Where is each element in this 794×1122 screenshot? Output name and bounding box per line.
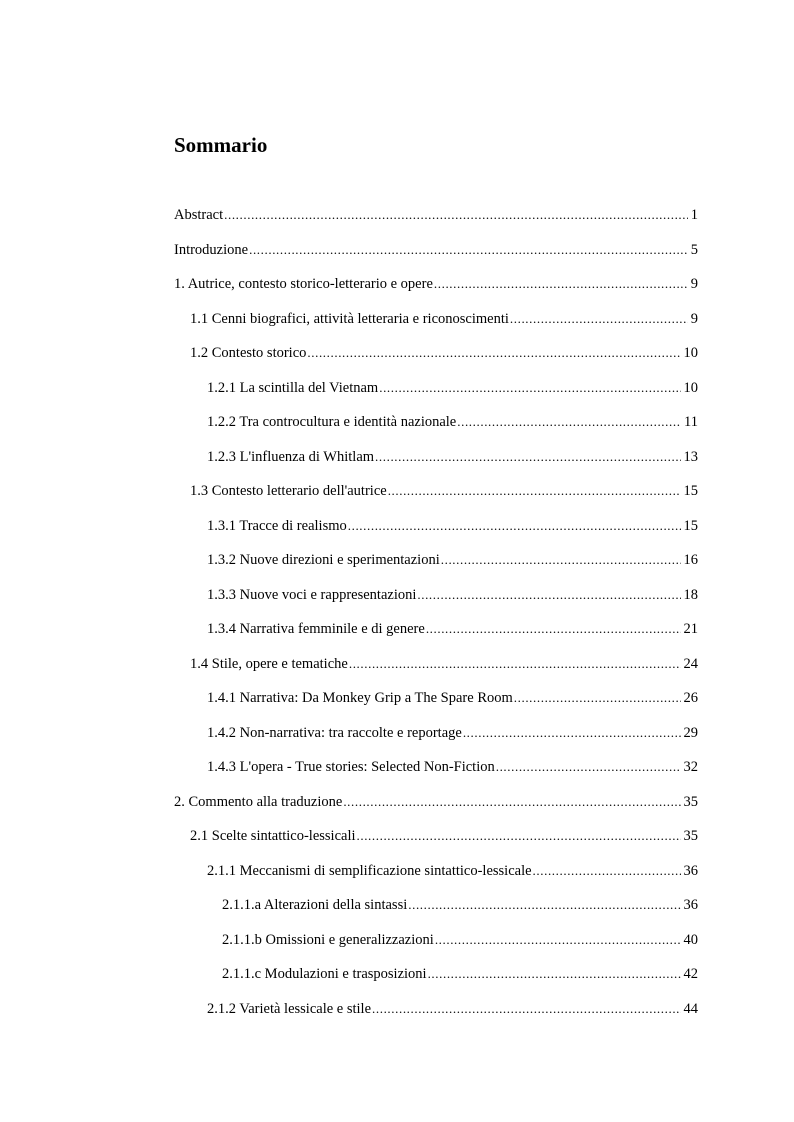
dot-leader — [348, 512, 681, 540]
toc-entry-title: 1.2 Contesto storico — [190, 345, 307, 361]
toc-entry-title: 2.1.1.a Alterazioni della sintassi — [222, 897, 408, 913]
toc-entry-page-number: 26 — [683, 690, 698, 706]
toc-entry — [190, 305, 698, 340]
toc-entry-title: 1.3.2 Nuove direzioni e sperimentazioni — [207, 552, 440, 568]
table-of-contents — [0, 201, 794, 1029]
toc-entry-title: 1.2.1 La scintilla del Vietnam — [207, 379, 379, 396]
dot-leader — [463, 719, 681, 747]
toc-entry-page-number: 11 — [684, 414, 698, 430]
toc-entry-page-number: 29 — [683, 724, 698, 741]
dot-leader — [388, 477, 681, 505]
toc-entry — [190, 477, 698, 512]
toc-entry-title: 2. Commento alla traduzione — [174, 793, 343, 810]
toc-entry — [222, 926, 698, 961]
toc-entry — [190, 650, 698, 685]
toc-entry — [190, 339, 698, 374]
dot-leader — [441, 546, 681, 574]
toc-entry-page-number: 36 — [683, 897, 698, 913]
dot-leader — [435, 926, 681, 954]
dot-leader — [428, 960, 681, 988]
dot-leader — [533, 857, 681, 885]
dot-leader — [426, 615, 681, 643]
toc-entry — [207, 546, 698, 581]
toc-entry-title: 1. Autrice, contesto storico-letterario e opere — [174, 276, 433, 292]
toc-entry-page-number: 42 — [683, 966, 698, 982]
toc-entry-page-number: 18 — [683, 586, 698, 603]
toc-entry — [174, 201, 698, 236]
dot-leader — [372, 995, 680, 1023]
dot-leader — [496, 753, 681, 781]
dot-leader — [224, 201, 688, 229]
dot-leader — [510, 305, 688, 333]
page-title: Sommario — [174, 133, 268, 157]
toc-entry-title: 1.3.1 Tracce di realismo — [207, 517, 347, 534]
toc-entry — [174, 270, 698, 305]
toc-entry-page-number: 32 — [683, 759, 698, 775]
toc-entry-title: Abstract — [174, 207, 224, 223]
toc-entry — [207, 615, 698, 650]
dot-leader — [349, 650, 681, 678]
toc-entry — [207, 753, 698, 788]
toc-entry-page-number: 10 — [683, 379, 698, 396]
dot-leader — [249, 236, 688, 264]
toc-entry-page-number: 1 — [690, 207, 698, 223]
toc-entry — [207, 995, 698, 1030]
toc-entry — [190, 822, 698, 857]
toc-entry-title: 1.4.2 Non-narrativa: tra raccolte e reportage — [207, 724, 462, 741]
toc-entry — [207, 443, 698, 478]
toc-entry-page-number: 9 — [690, 310, 698, 327]
toc-entry-title: 2.1.2 Varietà lessicale e stile — [207, 1000, 372, 1017]
toc-entry-title: 1.1 Cenni biografici, attività letteraria e riconoscimenti — [190, 310, 509, 327]
toc-entry-title: 2.1.1.b Omissioni e generalizzazioni — [222, 931, 434, 948]
toc-entry — [207, 684, 698, 719]
toc-entry — [207, 581, 698, 616]
dot-leader — [457, 408, 681, 436]
toc-entry — [207, 857, 698, 892]
dot-leader — [307, 339, 680, 367]
toc-entry — [207, 374, 698, 409]
toc-entry-title: Introduzione — [174, 241, 249, 258]
toc-entry-title: 1.2.2 Tra controcultura e identità nazionale — [207, 414, 457, 430]
toc-entry-page-number: 44 — [683, 1000, 698, 1017]
toc-entry-title: 1.3.4 Narrativa femminile e di genere — [207, 621, 425, 637]
toc-entry-page-number: 21 — [683, 621, 698, 637]
toc-entry-title: 1.2.3 L'influenza di Whitlam — [207, 448, 375, 465]
toc-entry — [174, 236, 698, 271]
toc-entry-title: 2.1 Scelte sintattico-lessicali — [190, 828, 356, 844]
toc-entry-title: 1.4 Stile, opere e tematiche — [190, 655, 348, 672]
toc-entry-page-number: 15 — [683, 483, 698, 499]
toc-entry-page-number: 35 — [683, 793, 698, 810]
toc-entry-page-number: 9 — [690, 276, 698, 292]
toc-entry-title: 1.4.1 Narrativa: Da Monkey Grip a The Spare Room — [207, 690, 513, 706]
toc-entry-page-number: 13 — [683, 448, 698, 465]
dot-leader — [343, 788, 680, 816]
toc-entry-page-number: 10 — [683, 345, 698, 361]
toc-entry-title: 1.4.3 L'opera - True stories: Selected Non-Fiction — [207, 759, 495, 775]
toc-entry — [222, 960, 698, 995]
toc-entry-page-number: 36 — [683, 862, 698, 879]
toc-entry-page-number: 24 — [683, 655, 698, 672]
toc-entry — [207, 512, 698, 547]
dot-leader — [357, 822, 681, 850]
toc-entry-title: 2.1.1 Meccanismi di semplificazione sintattico-lessicale — [207, 862, 532, 879]
dot-leader — [417, 581, 680, 609]
dot-leader — [379, 374, 680, 402]
dot-leader — [434, 270, 688, 298]
toc-entry-title: 2.1.1.c Modulazioni e trasposizioni — [222, 966, 427, 982]
toc-entry — [207, 719, 698, 754]
toc-entry-page-number: 16 — [683, 552, 698, 568]
dot-leader — [375, 443, 680, 471]
toc-entry-page-number: 5 — [690, 241, 698, 258]
toc-entry-title: 1.3 Contesto letterario dell'autrice — [190, 483, 387, 499]
toc-entry-page-number: 40 — [683, 931, 698, 948]
toc-entry — [222, 891, 698, 926]
toc-entry — [174, 788, 698, 823]
toc-entry-page-number: 15 — [683, 517, 698, 534]
dot-leader — [514, 684, 681, 712]
toc-entry-title: 1.3.3 Nuove voci e rappresentazioni — [207, 586, 417, 603]
dot-leader — [408, 891, 680, 919]
toc-entry — [207, 408, 698, 443]
toc-entry-page-number: 35 — [683, 828, 698, 844]
